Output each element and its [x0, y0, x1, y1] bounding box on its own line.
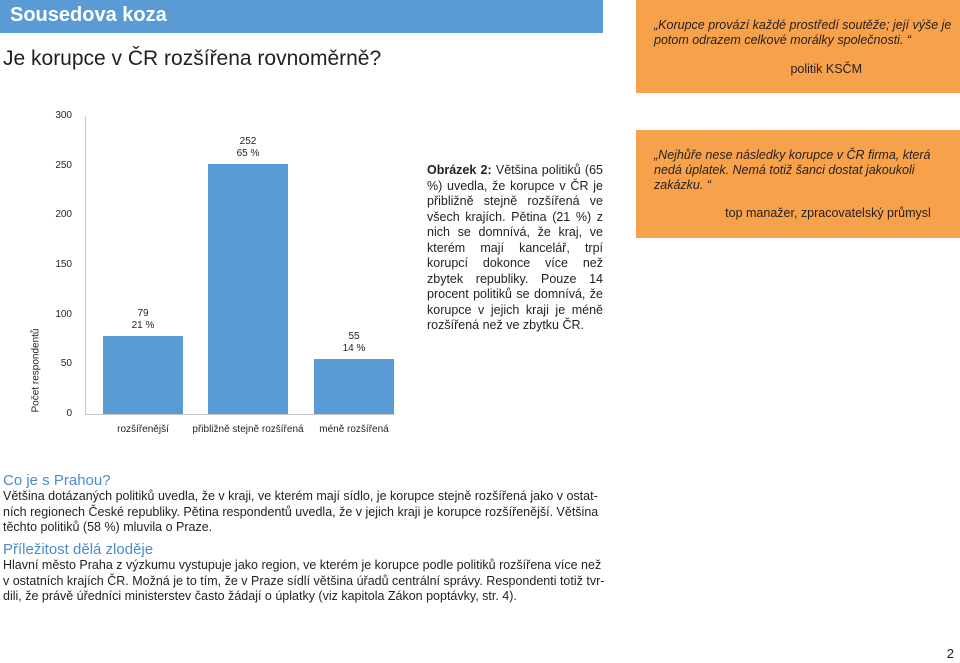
section-body-opportunity: [3, 558, 604, 605]
y-tick-label: 200: [55, 209, 72, 221]
bar-percent: 21 %: [131, 319, 155, 331]
bar-1: [103, 336, 183, 414]
category-label: méně rozšířená: [319, 424, 389, 435]
quote-author: [636, 62, 956, 76]
page-title: Je korupce v ČR rozšířena rovnoměrně?: [3, 47, 382, 70]
caption-text: Většina politiků (65 %) uvedla, že korupce v ČR je přibližně stejně rozšířená ve všech krajích. Pětina (21 %) z nich se domnívá, že kraj, ve kterém mají kancelář, trpí korupcí dokonce více než zbytek republiky. Pouze 14 procent politiků se domnívá, že korupce v jejich kraji je méně rozšířená než ve zbytku ČR.: [427, 163, 603, 332]
x-axis-line: [85, 414, 395, 415]
bar-count: 79: [137, 307, 149, 319]
section-heading-prague: Co je s Prahou?: [3, 472, 111, 489]
body-line: ních regionech České republiky. Pětina respondentů uvedla, že v jejich kraji je korupce rozšířenější. Většina: [3, 504, 599, 519]
bar-value-label: [218, 136, 278, 160]
body-line: v ostatních krajích ČR. Možná je to tím, že v Praze sídlí většina úřadů centrální správy. Respondenti totiž tvr-: [3, 573, 605, 588]
figure-caption: [427, 163, 603, 334]
section-body-prague: [3, 489, 598, 536]
y-tick-label: 250: [55, 159, 72, 171]
quote-author-label: politik KSČM: [790, 62, 862, 76]
page-number: 2: [946, 646, 954, 661]
category-label: rozšířenější: [117, 424, 169, 435]
bar-percent: 14 %: [342, 343, 366, 355]
quote-author: [636, 206, 960, 220]
y-tick-label: 100: [55, 308, 72, 320]
category-label: přibližně stejně rozšířená: [192, 424, 304, 435]
bar-value-label: [324, 331, 384, 355]
section-header-bar: [0, 0, 603, 33]
y-axis-line: [85, 116, 86, 414]
bar-2: [208, 164, 288, 414]
quote-text: „Nejhůře nese následky korupce v ČR firma, která nedá úplatek. Nemá totiž šanci dostat jakoukoli zakázku. “: [654, 148, 931, 192]
caption-prefix: Obrázek 2:: [427, 163, 492, 177]
y-tick-label: 150: [55, 259, 72, 270]
quote-box-politician: [636, 0, 960, 93]
bar-count: 252: [239, 135, 257, 147]
bar-count: 55: [348, 331, 360, 343]
section-title: Sousedova koza: [10, 4, 167, 26]
quote-box-manager: [636, 130, 960, 238]
body-line: dili, že právě úředníci ministerstev často žádají o úplatky (viz kapitola Zákon poptávky, str. 4).: [3, 589, 517, 603]
body-line: těchto politiků (58 %) mluvila o Praze.: [3, 520, 213, 534]
section-heading-opportunity: Příležitost dělá zloděje: [3, 541, 154, 558]
quote-author-label: top manažer, zpracovatelský průmysl: [725, 206, 931, 220]
y-axis-title: Počet respondentů: [30, 328, 42, 413]
bar-3: [314, 359, 394, 414]
body-line: Hlavní město Praha z výzkumu vystupuje jako region, ve kterém je korupce podle politiků rozšířena více než: [3, 558, 602, 572]
quote-text: „Korupce provází každé prostředí soutěže; její výše je potom odrazem celkové morálky společnosti. “: [654, 18, 952, 47]
y-tick-label: 50: [60, 358, 72, 370]
bar-chart: [0, 100, 400, 440]
y-tick-label: 300: [55, 110, 72, 121]
y-tick-label: 0: [66, 408, 72, 419]
body-line: Většina dotázaných politiků uvedla, že v kraji, ve kterém mají sídlo, je korupce stejně rozšířená jako v ostat-: [3, 489, 598, 503]
bar-value-label: [113, 308, 173, 332]
bar-percent: 65 %: [236, 147, 260, 159]
